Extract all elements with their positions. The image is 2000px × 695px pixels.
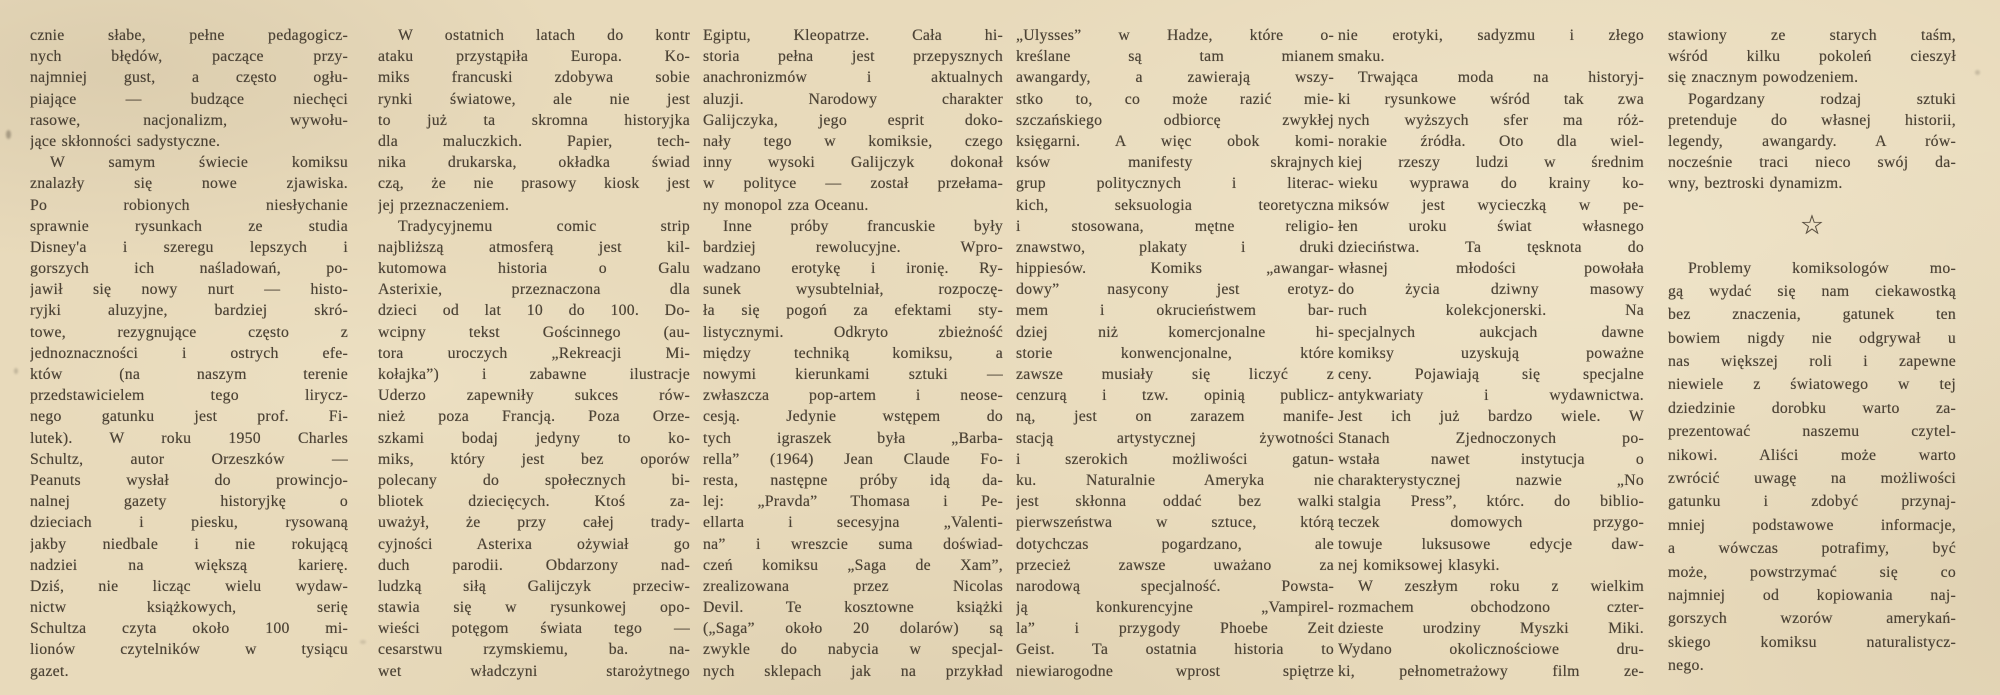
text-line: Schultza czyta około 100 mi- xyxy=(30,620,348,638)
text-line: sprawnie rysunkach ze studia xyxy=(30,217,348,235)
text-line: nych wyższych sfer ma róż- xyxy=(1338,111,1644,129)
text-line: tora uroczych „Rekreacji Mi- xyxy=(378,344,690,362)
text-line: Pogardzany rodzaj sztuki xyxy=(1688,90,1956,108)
text-line: wny, beztroski dynamizm. xyxy=(1668,175,1843,193)
text-line: dotychczas pogardzano, ale xyxy=(1016,535,1334,553)
text-line: wśród kilku pokoleń cieszył xyxy=(1668,48,1956,66)
text-column-3 xyxy=(703,25,1003,682)
text-line: ny monopol zza Oceanu. xyxy=(703,196,869,214)
text-line: lionów czytelników w tysiącu xyxy=(30,641,348,659)
text-line: jej przeznaczeniem. xyxy=(378,196,510,214)
text-line: to już ta skromna historyjka xyxy=(378,111,690,129)
paper-speck xyxy=(360,640,366,644)
star-ornament-icon: ☆ xyxy=(1799,210,1825,240)
text-line: Tradycyjnemu comic strip xyxy=(398,217,690,235)
text-line: kołajka”) i zabawne ilustracje xyxy=(378,366,690,383)
text-line: najmniej od kopiowania naj- xyxy=(1668,586,1956,604)
text-line: do życia dziwny masowy xyxy=(1338,281,1644,299)
text-line: „Ulysses” w Hadze, które o- xyxy=(1016,27,1334,44)
paragraph xyxy=(30,25,348,152)
text-line: nowymi kierunkami sztuki — xyxy=(703,366,1003,383)
text-line: i szerokich możliwości gatun- xyxy=(1016,450,1334,468)
text-line: bez znaczenia, gatunek ten xyxy=(1668,306,1956,324)
text-line: piające — budzące niechęci xyxy=(30,90,348,108)
text-line: Stanach Zjednoczonych po- xyxy=(1338,429,1644,447)
text-line: W samym świecie komiksu xyxy=(50,154,348,172)
text-line: jest skłonna oddać bez walki xyxy=(1016,493,1334,511)
text-line: Jest ich już bardzo wiele. W xyxy=(1338,408,1644,426)
text-line: stko to, co może razić mie- xyxy=(1016,90,1334,108)
text-line: nikowi. Aliści może warto xyxy=(1668,446,1956,464)
text-line: Egiptu, Kleopatrze. Cała hi- xyxy=(703,27,1003,44)
text-line: skiego komiksu naturalistycz- xyxy=(1668,633,1956,651)
text-line: gatunku i zdobyć przynaj- xyxy=(1668,493,1956,511)
paragraph xyxy=(1338,576,1644,682)
text-line: kich, seksuologia teoretyczna xyxy=(1016,196,1334,214)
text-line: jednoznaczności i ostrych efe- xyxy=(30,344,348,362)
text-line: cznie słabe, pełne pedagogicz- xyxy=(30,27,348,44)
text-line: Schultz, autor Orzeszków — xyxy=(30,450,348,468)
paper-speck xyxy=(6,130,11,139)
text-line: W ostatnich latach do kontr xyxy=(398,27,690,44)
text-line: kreślane są tam mianem xyxy=(1016,48,1334,66)
text-line: dowy” nasycony jest erotyz- xyxy=(1016,281,1334,299)
text-line: Devil. Te kosztowne książki xyxy=(703,599,1003,617)
text-line: wet władczyni starożytnego xyxy=(378,662,690,680)
text-line: zwrócić uwagę na możliwości xyxy=(1668,470,1956,488)
text-line: polecany do społecznych bi- xyxy=(378,471,690,489)
text-line: Dziś, nie licząc wielu wydaw- xyxy=(30,577,348,595)
text-line: wcipny tekst Gościnnego (au- xyxy=(378,323,690,341)
text-line: stawiony ze starych taśm, xyxy=(1668,27,1956,44)
text-line: gą wydać się nam ciekawostką xyxy=(1668,282,1956,300)
text-column-5 xyxy=(1338,25,1644,682)
text-line: nas większej roli i zapewne xyxy=(1668,353,1956,371)
text-line: przecież zawsze uważano za xyxy=(1016,556,1334,574)
text-line: własnej młodości powołała xyxy=(1338,260,1644,278)
text-line: nych sklepach jak na przykład xyxy=(703,662,1003,680)
text-line: ją konkurencyjne „Vampirel- xyxy=(1016,599,1334,617)
text-line: nie erotyki, sadyzmu i złego xyxy=(1338,27,1644,44)
text-line: na” i wreszcie suma doświad- xyxy=(703,535,1003,553)
text-line: czeń komiksu „Saga de Xam”, xyxy=(703,556,1003,574)
text-line: przedstawicielem tego lirycz- xyxy=(30,387,348,405)
text-line: Galijczyka, jego esprit doko- xyxy=(703,111,1003,129)
text-line: aluzji. Narodowy charakter xyxy=(703,90,1003,108)
text-line: jawił się nowy nurt — histo- xyxy=(30,281,348,299)
text-line: gazet. xyxy=(30,662,69,680)
text-line: resta, następne próby idą da- xyxy=(703,471,1003,489)
text-line: miks, który jest bez oporów xyxy=(378,450,690,468)
text-line: cenzurą i tzw. opinią publicz- xyxy=(1016,387,1334,405)
text-line: ceny. Pojawiają się specjalne xyxy=(1338,366,1644,383)
paragraph xyxy=(378,25,690,216)
text-line: w polityce — został przełama- xyxy=(703,175,1003,193)
text-line: kiej rzeszy ludzi w średnim xyxy=(1338,154,1644,172)
text-line: niewiele z światowego w tej xyxy=(1668,376,1956,394)
paper-speck xyxy=(1975,70,1980,75)
text-line: („Saga” około 20 dolarów) są xyxy=(703,620,1003,638)
text-line: kutomowa historia o Galu xyxy=(378,260,690,278)
text-line: wstała nawet instytucja o xyxy=(1338,450,1644,468)
text-line: ną, jest on zarazem manife- xyxy=(1016,408,1334,426)
text-line: ła się pogoń za efektami sty- xyxy=(703,302,1003,320)
text-line: legendy, awangardy. A rów- xyxy=(1668,132,1956,150)
text-line: mem i okrucieństwem bar- xyxy=(1016,302,1334,320)
text-line: ellarta i secesyjna „Valenti- xyxy=(703,514,1003,532)
text-line: Peanuts wysłał do prowincjo- xyxy=(30,471,348,489)
text-line: nalnej gazety historyjkę o xyxy=(30,493,348,511)
text-line: rella” (1964) Jean Claude Fo- xyxy=(703,450,1003,468)
text-line: nały tego w komiksie, czego xyxy=(703,132,1003,150)
text-line: teczek domowych przygo- xyxy=(1338,514,1644,532)
paragraph xyxy=(30,152,348,682)
text-line: towe, rezygnujące często z xyxy=(30,323,348,341)
text-column-1 xyxy=(30,25,348,682)
text-line: Geist. Ta ostatnia historia to xyxy=(1016,641,1334,659)
text-line: ryjki aluzyjne, bardziej skró- xyxy=(30,302,348,320)
paragraph xyxy=(1668,89,1956,195)
text-line: ki, pełnometrażowy film ze- xyxy=(1338,662,1644,680)
text-line: rozmachem obchodzono czter- xyxy=(1338,599,1644,617)
text-line: bliotek dziecięcych. Ktoś za- xyxy=(378,493,690,511)
text-line: nej komiksowej klasyki. xyxy=(1338,556,1500,574)
text-line: dzieci od lat 10 do 100. Do- xyxy=(378,302,690,320)
text-line: nocześnie traci nieco swój da- xyxy=(1668,154,1956,172)
text-line: nika drukarska, okładka świad xyxy=(378,154,690,172)
text-line: księgarni. A więc obok komi- xyxy=(1016,132,1334,150)
paragraph xyxy=(703,216,1003,682)
text-line: nego gatunku jest prof. Fi- xyxy=(30,408,348,426)
text-line: rynki światowe, ale nie jest xyxy=(378,90,690,108)
text-line: narodową specjalność. Powsta- xyxy=(1016,577,1334,595)
text-line: znalazły się nowe zjawiska. xyxy=(30,175,348,193)
text-line: dziej niż komercjonalne hi- xyxy=(1016,323,1334,341)
text-line: wadzano erotykę i ironię. Ry- xyxy=(703,260,1003,278)
text-line: rasowe, nacjonalizm, wywołu- xyxy=(30,111,348,129)
text-line: storie konwencjonalne, które xyxy=(1016,344,1334,362)
text-line: stalgia Press”, którc. do biblio- xyxy=(1338,493,1644,511)
text-line: nictw książkowych, serię xyxy=(30,599,348,617)
text-column-2 xyxy=(378,25,690,682)
text-line: specjalnych aukcjach dawne xyxy=(1338,323,1644,341)
paragraph xyxy=(703,25,1003,216)
text-line: cesją. Jedynie wstępem do xyxy=(703,408,1003,426)
text-line: między techniką komiksu, a xyxy=(703,344,1003,362)
text-line: sunek wysubtelniał, rozpoczę- xyxy=(703,281,1003,299)
text-line: szczańskiego odbiorcę zwykłej xyxy=(1016,111,1334,129)
text-line: Po robionych niesłychanie xyxy=(30,196,348,214)
text-line: Inne próby francuskie były xyxy=(723,217,1003,235)
text-line: gorszych ich naśladowań, po- xyxy=(30,260,348,278)
text-line: ludzką siłą Galijczyk przeciw- xyxy=(378,577,690,595)
text-line: tych igraszek była „Barba- xyxy=(703,429,1003,447)
text-line: cyjności Asterixa ożywiał go xyxy=(378,535,690,553)
text-line: bowiem nigdy nie odgrywał u xyxy=(1668,329,1956,347)
text-line: nież poza Francją. Poza Orze- xyxy=(378,408,690,426)
text-line: może, powstrzymać się co xyxy=(1668,563,1956,581)
text-line: W zeszłym roku z wielkim xyxy=(1358,577,1644,595)
paper-speck xyxy=(14,368,18,374)
text-line: nych błędów, paczące przy- xyxy=(30,48,348,66)
text-line: ku. Naturalnie Ameryka nie xyxy=(1016,471,1334,489)
text-line: stacją artystycznej żywotności xyxy=(1016,429,1334,447)
text-line: uważył, że przy całej trady- xyxy=(378,514,690,532)
text-line: Asterixie, przeznaczona dla xyxy=(378,281,690,299)
text-line: się znacznym powodzeniem. xyxy=(1668,69,1859,87)
text-line: pretenduje do własnej historii, xyxy=(1668,111,1956,129)
text-line: jące skłonności sadystyczne. xyxy=(30,132,221,150)
text-line: szkami bodaj jedyny to ko- xyxy=(378,429,690,447)
text-line: pierwszeństwa w sztuce, którą xyxy=(1016,514,1334,532)
paragraph xyxy=(1668,25,1956,89)
paragraph xyxy=(1338,67,1644,576)
paragraph xyxy=(378,216,690,682)
text-line: Problemy komiksologów mo- xyxy=(1688,259,1956,277)
text-line: prezentować naszemu czytel- xyxy=(1668,423,1956,441)
text-line: inny wysoki Galijczyk dokonał xyxy=(703,154,1003,172)
text-column-4 xyxy=(1016,25,1334,682)
text-line: lej: „Pravda” Thomasa i Pe- xyxy=(703,493,1003,511)
text-line: Uderzo zapewniły sukces rów- xyxy=(378,387,690,405)
text-line: niewiarogodne wprost spiętrze xyxy=(1016,662,1334,680)
text-line: komiksy uzyskują poważne xyxy=(1338,344,1644,362)
text-line: charakterystycznej nazwie „No xyxy=(1338,471,1644,489)
text-line: la” i przygody Phoebe Zeit xyxy=(1016,620,1334,638)
text-line: ksów manifesty skrajnych xyxy=(1016,154,1334,172)
text-line: dziedzinie dorobku warto za- xyxy=(1668,399,1956,417)
text-line: storia pełna jest przepysznych xyxy=(703,48,1003,66)
text-line: miksów jest wycieczką w pe- xyxy=(1338,196,1644,214)
text-line: jakby niedbale i nie rokującą xyxy=(30,535,348,553)
text-line: towuje luksusowe edycje daw- xyxy=(1338,535,1644,553)
text-line: hippiesów. Komiks „awangar- xyxy=(1016,260,1334,278)
text-line: nadziei na większą karierę. xyxy=(30,556,348,574)
text-line: listycznymi. Odkryto zbieżność xyxy=(703,323,1003,341)
text-line: antykwariaty i wydawnictwa. xyxy=(1338,387,1644,405)
text-line: stawia się w rysunkowej opo- xyxy=(378,599,690,617)
text-line: ki rysunkowe wśród tak zwa xyxy=(1338,90,1644,108)
text-line: lutek). W roku 1950 Charles xyxy=(30,429,348,447)
text-line: zwłaszcza pop-artem i neose- xyxy=(703,387,1003,405)
text-line: dzieste urodziny Myszki Miki. xyxy=(1338,620,1644,638)
paragraph xyxy=(1338,25,1644,67)
text-line: dzieciństwa. Ta tęsknota do xyxy=(1338,238,1644,256)
text-line: dzieciach i piesku, rysowaną xyxy=(30,514,348,532)
text-line: zrealizowana przez Nicolas xyxy=(703,577,1003,595)
text-line: Disney'a i szeregu lepszych i xyxy=(30,238,348,256)
text-line: bardziej rewolucyjne. Wpro- xyxy=(703,238,1003,256)
text-line: zawsze musiały się liczyć z xyxy=(1016,366,1334,383)
text-line: zwykle do nabycia w specjal- xyxy=(703,641,1003,659)
text-line: gorszych wzorów amerykań- xyxy=(1668,610,1956,628)
text-line: norakie źródła. Oto dla wiel- xyxy=(1338,132,1644,150)
text-line: mniej podstawowe informacje, xyxy=(1668,516,1956,534)
text-line: miks francuski zdobywa sobie xyxy=(378,69,690,87)
text-line: ruch kolekcjonerski. Na xyxy=(1338,302,1644,320)
text-line: anachronizmów i aktualnych xyxy=(703,69,1003,87)
text-line: Trwająca moda na historyj- xyxy=(1358,69,1644,87)
text-line: Wydano okolicznościowe dru- xyxy=(1338,641,1644,659)
text-line: najmniej gust, a często ogłu- xyxy=(30,69,348,87)
paragraph xyxy=(1668,257,1956,678)
text-line: dla maluczkich. Papier, tech- xyxy=(378,132,690,150)
text-line: łen uroku świat własnego xyxy=(1338,217,1644,235)
text-line: któw (na naszym terenie xyxy=(30,366,348,383)
text-line: znawstwo, plakaty i druki xyxy=(1016,238,1334,256)
text-line: smaku. xyxy=(1338,48,1385,66)
text-line: grup politycznych i literac- xyxy=(1016,175,1334,193)
text-line: i stosowana, mętne religio- xyxy=(1016,217,1334,235)
text-line: duch parodii. Obdarzony nad- xyxy=(378,556,690,574)
text-line: a wówczas potrafimy, być xyxy=(1668,540,1956,558)
text-line: ataku przystąpiła Europa. Ko- xyxy=(378,48,690,66)
text-line: wieku wyprawa do krainy ko- xyxy=(1338,175,1644,193)
text-column-6 xyxy=(1668,25,1956,678)
text-line: czą, że nie prasowy kiosk jest xyxy=(378,175,690,193)
text-line: najbliższą atmosferą jest kil- xyxy=(378,238,690,256)
paragraph xyxy=(1016,25,1334,682)
text-line: awangardy, a zawierają wszy- xyxy=(1016,69,1334,87)
text-line: cesarstwu rzymskiemu, ba. na- xyxy=(378,641,690,659)
text-line: wieści potęgom świata tego — xyxy=(378,620,690,638)
text-line: nego. xyxy=(1668,657,1704,675)
